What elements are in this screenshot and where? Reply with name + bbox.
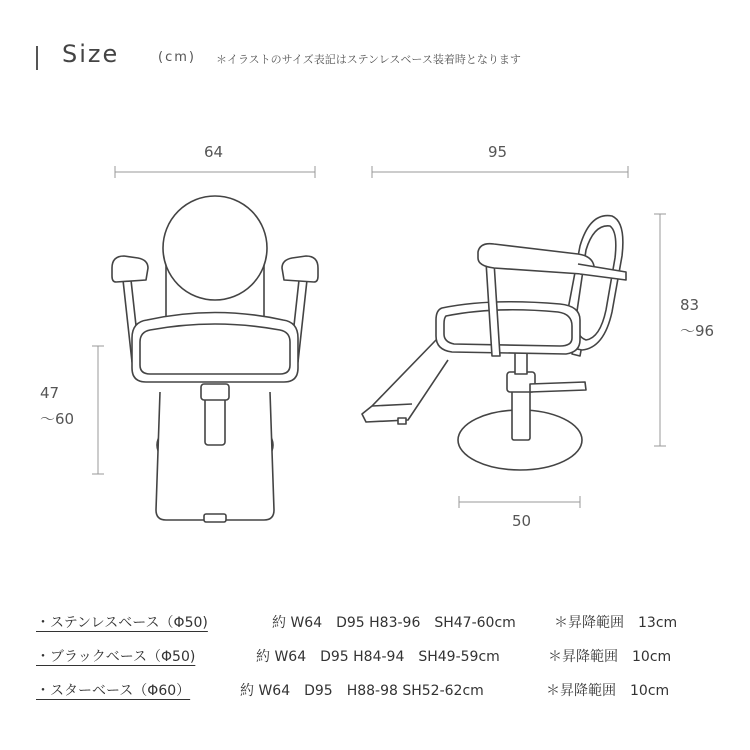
seat-height-min: 47 (40, 384, 60, 402)
front-view-chair (112, 196, 318, 522)
spec-name: ・ブラックベース（Φ50) (36, 649, 196, 665)
seat-height-max: 〜60 (40, 410, 75, 428)
size-unit: (cm) (158, 50, 196, 65)
size-title: Size (62, 40, 120, 68)
illustration-note: ＊イラストのサイズ表記はステンレスベース装着時となります (216, 53, 521, 66)
base-diameter-label: 50 (512, 512, 532, 530)
spec-range: ＊昇降範囲 10cm (546, 683, 670, 699)
spec-size: 約 W64 D95 H88-98 SH52-62cm (240, 683, 484, 699)
side-view-chair (362, 216, 626, 470)
front-width-label: 64 (204, 143, 224, 161)
total-height-max: 〜96 (680, 322, 715, 340)
front-width-dimension-line (115, 166, 315, 178)
spec-size: 約 W64 D95 H83-96 SH47-60cm (272, 615, 516, 631)
spec-name: ・ステンレスベース（Φ50) (36, 615, 208, 631)
side-depth-label: 95 (488, 143, 508, 161)
spec-name: ・スターベース（Φ60） (36, 683, 191, 699)
side-depth-dimension-line (372, 166, 628, 178)
total-height-label (680, 292, 714, 344)
total-height-min: 83 (680, 296, 700, 314)
base-diameter-dimension-line (459, 496, 580, 508)
spec-range: ＊昇降範囲 13cm (554, 615, 678, 631)
seat-height-label (40, 380, 74, 432)
total-height-dimension-line (654, 214, 666, 446)
spec-range: ＊昇降範囲 10cm (548, 649, 672, 665)
spec-size: 約 W64 D95 H84-94 SH49-59cm (256, 649, 500, 665)
seat-height-dimension-line (92, 346, 104, 474)
